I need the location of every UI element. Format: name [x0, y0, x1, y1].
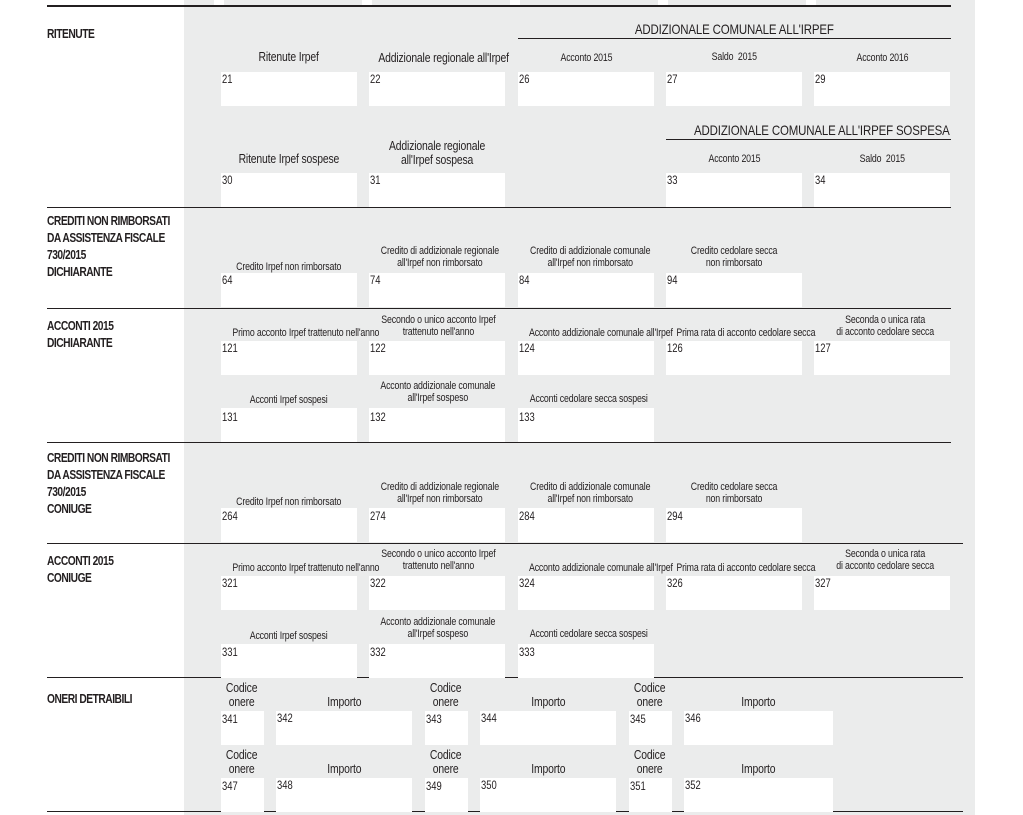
section-title-ritenute: RITENUTE [47, 27, 95, 41]
label-seconda-rata-cedolare: Seconda o unica rata di acconto cedolare secca [836, 314, 934, 338]
field-number: 351 [630, 781, 646, 793]
label-codice-onere: Codice onere [634, 680, 666, 709]
field-number: 342 [277, 713, 293, 725]
label-importo: Importo [741, 694, 776, 709]
section-title-oneri: ONERI DETRAIBILI [47, 692, 132, 706]
field-number: 126 [667, 343, 683, 355]
label-saldo-2015: Saldo 2015 [711, 51, 757, 63]
field-number: 284 [519, 511, 535, 523]
label-acconti-cedolare-sospesi: Acconti cedolare secca sospesi [529, 393, 648, 405]
label-primo-acconto: Primo acconto Irpef trattenuto nell'anno [232, 562, 380, 574]
label-secondo-acconto: Secondo o unico acconto Irpef trattenuto nell'anno [380, 314, 496, 338]
label-primo-acconto: Primo acconto Irpef trattenuto nell'anno [232, 327, 380, 339]
field-number: 347 [222, 781, 238, 793]
label-acconto-addizionale-sospeso: Acconto addizionale comunale all'Irpef sospeso [380, 380, 496, 404]
section-rule [47, 308, 951, 309]
label-acconto-addizionale-comunale: Acconto addizionale comunale all'Irpef [528, 562, 673, 574]
field-number: 294 [667, 511, 683, 523]
section-title-crediti-coniuge: CREDITI NON RIMBORSATI DA ASSISTENZA FISCALE 730/2015 CONIUGE [47, 451, 170, 516]
label-acconti-sospesi: Acconti Irpef sospesi [250, 394, 328, 406]
field-21[interactable] [221, 72, 357, 106]
field-number: 341 [222, 714, 238, 726]
field-number: 30 [222, 175, 233, 187]
label-acconto-2015: Acconto 2015 [560, 52, 612, 64]
label-codice-onere: Codice onere [226, 747, 258, 776]
section-rule [47, 543, 963, 544]
section-rule [47, 5, 951, 7]
label-acconto-addizionale-comunale: Acconto addizionale comunale all'Irpef [528, 327, 673, 339]
field-number: 346 [685, 713, 701, 725]
field-number: 31 [370, 175, 381, 187]
field-342[interactable] [276, 711, 412, 745]
field-number: 26 [519, 74, 530, 86]
field-number: 132 [370, 412, 386, 424]
field-number: 127 [815, 343, 831, 355]
field-274[interactable] [369, 508, 505, 542]
field-number: 324 [519, 578, 535, 590]
field-84[interactable] [518, 273, 654, 307]
field-number: 327 [815, 578, 831, 590]
label-secondo-acconto: Secondo o unico acconto Irpef trattenuto nell'anno [380, 548, 496, 572]
field-number: 21 [222, 74, 233, 86]
label-importo: Importo [531, 761, 566, 776]
field-332[interactable] [369, 644, 505, 678]
field-number: 326 [667, 578, 683, 590]
label-acconto-2015-sospesa: Acconto 2015 [708, 153, 760, 165]
field-127[interactable] [814, 341, 950, 375]
field-124[interactable] [518, 341, 654, 375]
field-326[interactable] [666, 576, 802, 610]
label-addizionale-regionale-sospesa: Addizionale regionale all'Irpef sospesa [388, 138, 486, 167]
label-importo: Importo [327, 761, 362, 776]
label-credito-irpef: Credito Irpef non rimborsato [236, 496, 342, 508]
field-284[interactable] [518, 508, 654, 542]
field-number: 321 [222, 578, 238, 590]
field-321[interactable] [221, 576, 357, 610]
field-331[interactable] [221, 644, 357, 678]
field-33[interactable] [666, 173, 802, 207]
field-number: 331 [222, 647, 238, 659]
label-credito-addizionale-comunale: Credito di addizionale comunale all'Irpef non rimborsato [530, 245, 651, 269]
field-number: 343 [426, 714, 442, 726]
field-31[interactable] [369, 173, 505, 207]
field-number: 333 [519, 647, 535, 659]
field-26[interactable] [518, 72, 654, 106]
field-350[interactable] [480, 778, 616, 812]
field-number: 322 [370, 578, 386, 590]
field-327[interactable] [814, 576, 950, 610]
field-27[interactable] [666, 72, 802, 106]
label-acconti-sospesi: Acconti Irpef sospesi [250, 630, 328, 642]
field-number: 84 [519, 275, 530, 287]
field-22[interactable] [369, 72, 505, 106]
label-credito-cedolare: Credito cedolare secca non rimborsato [690, 481, 778, 505]
field-333[interactable] [518, 644, 654, 678]
label-credito-cedolare: Credito cedolare secca non rimborsato [690, 245, 778, 269]
section-rule [47, 207, 951, 208]
field-number: 344 [481, 713, 497, 725]
group-title-addizionale-comunale: ADDIZIONALE COMUNALE ALL'IRPEF [634, 21, 834, 37]
label-credito-addizionale-comunale: Credito di addizionale comunale all'Irpef non rimborsato [530, 481, 651, 505]
section-title-acconti-coniuge: ACCONTI 2015 CONIUGE [47, 554, 114, 585]
label-ritenute-sospese: Ritenute Irpef sospese [238, 151, 340, 166]
label-saldo-2015-sospesa: Saldo 2015 [859, 153, 905, 165]
label-credito-addizionale-regionale: Credito di addizionale regionale all'Irpef non rimborsato [380, 245, 499, 269]
field-number: 34 [815, 175, 826, 187]
field-122[interactable] [369, 341, 505, 375]
group-underline [666, 139, 951, 140]
label-codice-onere: Codice onere [430, 747, 462, 776]
field-number: 29 [815, 74, 826, 86]
label-prima-rata-cedolare: Prima rata di acconto cedolare secca [676, 327, 816, 339]
field-number: 274 [370, 511, 386, 523]
field-number: 131 [222, 412, 238, 424]
field-64[interactable] [221, 273, 357, 307]
label-credito-addizionale-regionale: Credito di addizionale regionale all'Irpef non rimborsato [380, 481, 499, 505]
group-title-addizionale-comunale-sospesa: ADDIZIONALE COMUNALE ALL'IRPEF SOSPESA [694, 122, 950, 138]
field-number: 74 [370, 275, 381, 287]
section-title-crediti-dichiarante: CREDITI NON RIMBORSATI DA ASSISTENZA FISCALE 730/2015 DICHIARANTE [47, 214, 170, 279]
field-131[interactable] [221, 408, 357, 442]
label-codice-onere: Codice onere [226, 680, 258, 709]
label-credito-irpef: Credito Irpef non rimborsato [236, 261, 342, 273]
section-rule [47, 442, 951, 443]
field-348[interactable] [276, 778, 412, 812]
field-324[interactable] [518, 576, 654, 610]
label-ritenute-irpef: Ritenute Irpef [258, 49, 320, 64]
field-number: 345 [630, 714, 646, 726]
label-prima-rata-cedolare: Prima rata di acconto cedolare secca [676, 562, 816, 574]
label-addizionale-regionale: Addizionale regionale all'Irpef [378, 50, 509, 65]
section-title-acconti-dichiarante: ACCONTI 2015 DICHIARANTE [47, 319, 114, 350]
field-133[interactable] [518, 408, 654, 442]
field-number: 33 [667, 175, 678, 187]
label-acconto-2016: Acconto 2016 [856, 52, 908, 64]
field-number: 352 [685, 780, 701, 792]
field-number: 124 [519, 343, 535, 355]
field-number: 22 [370, 74, 381, 86]
section-rule [47, 677, 963, 678]
field-number: 64 [222, 275, 233, 287]
field-352[interactable] [684, 778, 833, 812]
label-importo: Importo [327, 694, 362, 709]
field-132[interactable] [369, 408, 505, 442]
field-number: 27 [667, 74, 678, 86]
field-264[interactable] [221, 508, 357, 542]
field-346[interactable] [684, 711, 833, 745]
field-number: 350 [481, 780, 497, 792]
field-34[interactable] [814, 173, 950, 207]
field-344[interactable] [480, 711, 616, 745]
label-codice-onere: Codice onere [634, 747, 666, 776]
field-30[interactable] [221, 173, 357, 207]
field-number: 332 [370, 647, 386, 659]
field-121[interactable] [221, 341, 357, 375]
field-322[interactable] [369, 576, 505, 610]
field-74[interactable] [369, 273, 505, 307]
field-294[interactable] [666, 508, 802, 542]
label-acconto-addizionale-sospeso: Acconto addizionale comunale all'Irpef sospeso [380, 616, 496, 640]
field-126[interactable] [666, 341, 802, 375]
field-29[interactable] [814, 72, 950, 106]
field-number: 349 [426, 781, 442, 793]
group-underline [518, 38, 951, 39]
label-importo: Importo [741, 761, 776, 776]
field-number: 264 [222, 511, 238, 523]
field-number: 133 [519, 412, 535, 424]
field-number: 121 [222, 343, 238, 355]
label-importo: Importo [531, 694, 566, 709]
field-number: 348 [277, 780, 293, 792]
label-codice-onere: Codice onere [430, 680, 462, 709]
label-acconti-cedolare-sospesi: Acconti cedolare secca sospesi [529, 628, 648, 640]
label-seconda-rata-cedolare: Seconda o unica rata di acconto cedolare secca [836, 548, 934, 572]
field-number: 94 [667, 275, 678, 287]
field-number: 122 [370, 343, 386, 355]
field-94[interactable] [666, 273, 802, 307]
